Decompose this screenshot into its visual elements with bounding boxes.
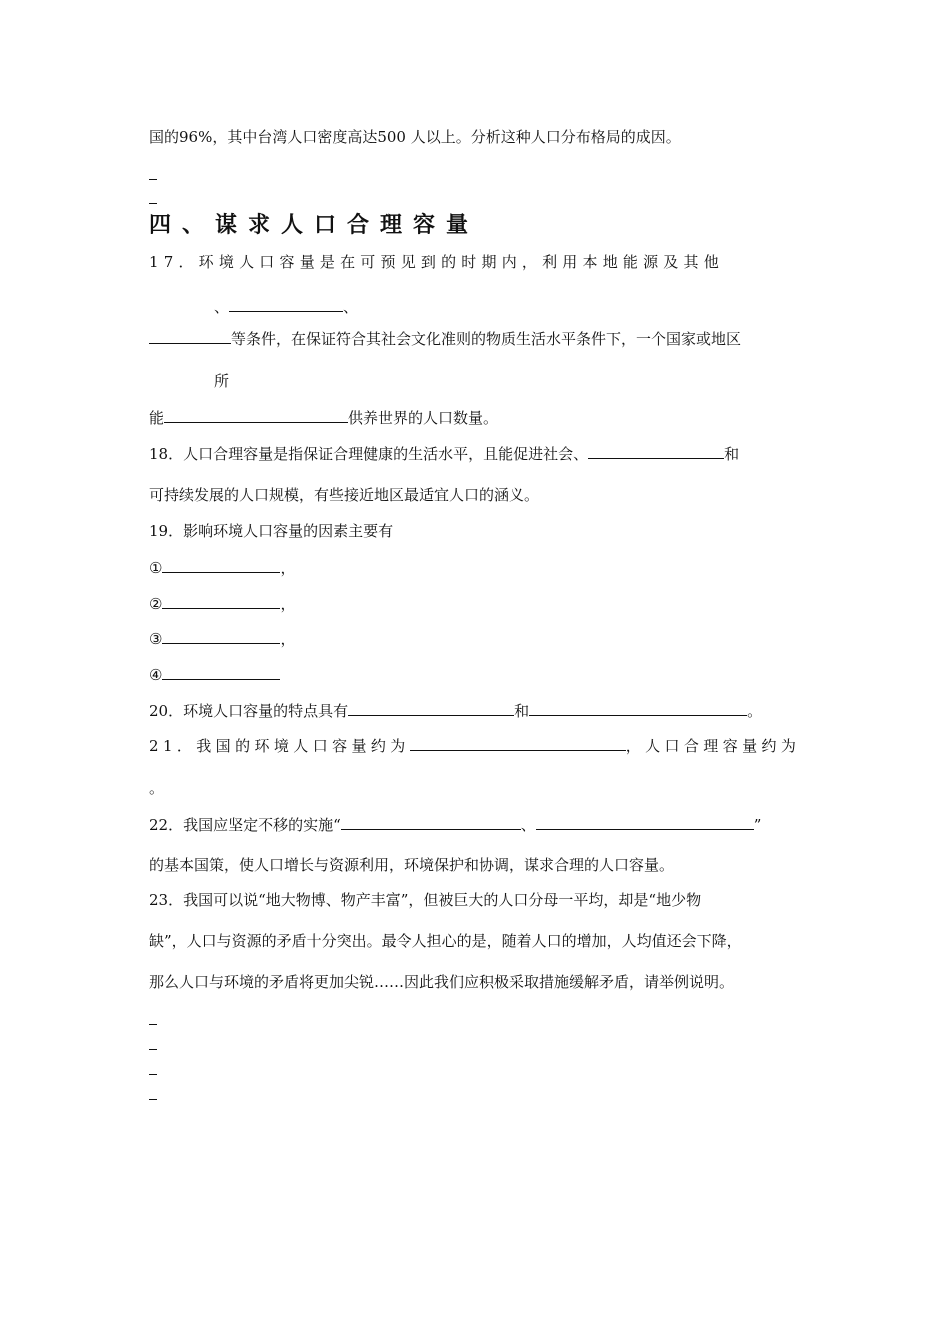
q21-text-b: ，人口合理容量约为 (625, 737, 801, 755)
q20-blank-2[interactable] (529, 700, 747, 716)
q22-line1 (149, 814, 761, 835)
q19-marker: ② (149, 595, 163, 613)
q19-blank-1[interactable] (162, 557, 280, 573)
q17-separator: 、 (343, 298, 359, 316)
q20-blank-1[interactable] (348, 700, 514, 716)
q19-marker: ④ (149, 666, 163, 684)
q19-marker: ① (149, 559, 163, 577)
q18-text-a: 18．人口合理容量是指保证合理健康的生活水平，且能促进社会、 (149, 445, 589, 463)
q19-blank-4[interactable] (162, 664, 280, 680)
q19-blank-2[interactable] (162, 593, 280, 609)
q17-separator: 、 (214, 298, 230, 316)
q20-text-c: 。 (747, 702, 763, 720)
q17-line4: 所 (214, 372, 230, 390)
q22-line2: 的基本国策，使人口增长与资源利用，环境保护和协调，谋求合理的人口容量。 (149, 856, 675, 874)
q18-text-b: 和 (724, 445, 740, 463)
q17-line2 (214, 296, 358, 317)
q21-blank[interactable] (410, 735, 626, 751)
q19-marker: ③ (149, 630, 163, 648)
q23-line1: 23．我国可以说“地大物博、物产丰富”，但被巨大的人口分母一平均，却是“地少物 (149, 891, 702, 909)
intro-text: 国的96%，其中台湾人口密度高达500 人以上。分析这种人口分布格局的成因。 (149, 128, 681, 146)
answer-line[interactable] (149, 1099, 157, 1100)
answer-line[interactable] (149, 1074, 157, 1075)
q21-text-a: 21．我国的环境人口容量约为 (149, 737, 410, 755)
q19-item-3 (149, 628, 295, 649)
q19-item-4 (149, 664, 280, 685)
q17-line3 (149, 328, 741, 349)
q17-line5 (149, 407, 498, 428)
q17-blank-2[interactable] (149, 328, 231, 344)
q22-text-a: 22．我国应坚定不移的实施“ (149, 816, 341, 834)
q19-item-1 (149, 557, 295, 578)
answer-line[interactable] (149, 179, 157, 180)
q17-line3-text: 等条件，在保证符合其社会文化准则的物质生活水平条件下，一个国家或地区 (231, 330, 742, 348)
q21-end: 。 (149, 779, 165, 797)
q19-end: ， (280, 559, 296, 577)
q20-line (149, 700, 762, 721)
q20-text-b: 和 (514, 702, 530, 720)
q17-line5-prefix: 能 (149, 409, 165, 427)
answer-line[interactable] (149, 1049, 157, 1050)
q19-end: ， (280, 630, 296, 648)
q22-text-b: 、 (520, 816, 536, 834)
answer-line[interactable] (149, 1024, 157, 1025)
q22-text-c: ” (753, 816, 762, 834)
answer-line[interactable] (149, 203, 157, 204)
q19-end: ， (280, 595, 296, 613)
section-heading: 四、谋求人口合理容量 (149, 213, 480, 238)
q22-blank-2[interactable] (536, 814, 754, 830)
q18-line2: 可持续发展的人口规模，有些接近地区最适宜人口的涵义。 (149, 486, 540, 504)
q17-line5-suffix: 供养世界的人口数量。 (348, 409, 499, 427)
q20-text-a: 20．环境人口容量的特点具有 (149, 702, 349, 720)
q19-blank-3[interactable] (162, 628, 280, 644)
q18-line1 (149, 443, 739, 464)
q17-blank-3[interactable] (164, 407, 348, 423)
q17-line1: 17．环境人口容量是在可预见到的时期内，利用本地能源及其他 (149, 253, 724, 271)
q18-blank[interactable] (588, 443, 724, 459)
q23-line3: 那么人口与环境的矛盾将更加尖锐……因此我们应积极采取措施缓解矛盾，请举例说明。 (149, 973, 735, 991)
q19-title: 19．影响环境人口容量的因素主要有 (149, 522, 394, 540)
q21-line (149, 735, 800, 756)
q17-blank-1[interactable] (229, 296, 343, 312)
q23-line2: 缺”，人口与资源的矛盾十分突出。最令人担心的是，随着人口的增加，人均值还会下降， (149, 932, 742, 950)
q22-blank-1[interactable] (341, 814, 521, 830)
q19-item-2 (149, 593, 295, 614)
